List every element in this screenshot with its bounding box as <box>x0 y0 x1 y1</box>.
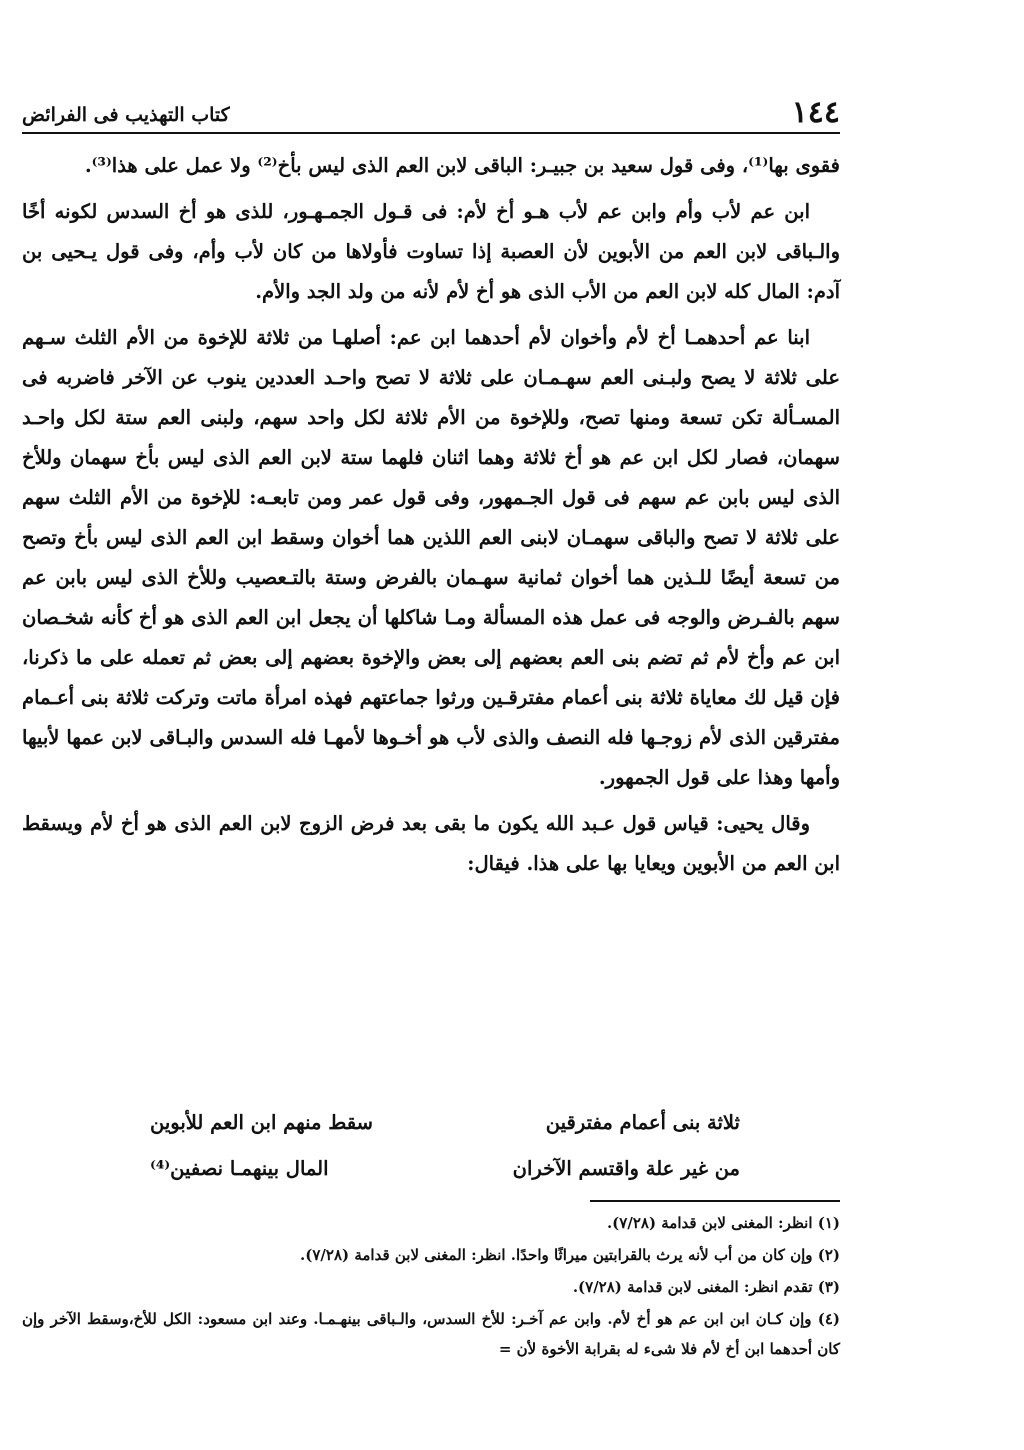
paragraph: وقال يحيى: قياس قول عـبد الله يكون ما بقى بعد فرض الزوج لابن العم الذى هو أخ لأم ويسقط ابن العم من الأبوين ويعايا بها على هذا. فيقال: <box>22 812 840 875</box>
poem-line <box>150 1100 740 1146</box>
footnote: (٢) وإن كان من أب لأنه يرث بالقرابتين ميراثًا واحدًا. انظر: المغنى لابن قدامة (٧/٢٨). <box>300 1246 840 1264</box>
verse-second-half: المال بينهمـا نصفين⁽⁴⁾ <box>150 1157 329 1180</box>
verse-second-half: سقط منهم ابن العم للأبوين <box>150 1111 373 1134</box>
page-header <box>22 92 840 134</box>
verse-first-half: من غير علة واقتسم الآخران <box>512 1157 740 1180</box>
poem-line <box>150 1146 740 1192</box>
page-number: ١٤٤ <box>791 95 840 130</box>
verse-first-half: ثلاثة بنى أعمام مفترقين <box>545 1111 740 1134</box>
paragraph: ابنا عم أحدهمـا أخ لأم وأخوان لأم أحدهما ابن عم: أصلهـا من ثلاثة للإخوة من الأم الثلث سـهم على ثلاثة لا يصح ولبـنى العم سهـمـان على ثلاثة لا تصح واحـد العددين ينوب عن الآخر فاضربه فى المسـألة تكن تسعة ومنها تصح، وللإخوة من الأم ثلاثة لكل واحد سهم، ولبنى العم ستة لكل واحـد سهمان، فصار لكل ابن عم هو أخ ثلاثة وهما اثنان فلهما ستة لابن العم الذى ليس بأخ سهمان وللأخ الذى ليس بابن عم سهم فى قول الجـمهور، وفى قول عمر ومن تابعـه: للإخوة من الأم الثلث سهم على ثلاثة لا تصح والباقى سهمـان لابنى العم اللذين هما أخوان وسقط ابن العم الذى ليس بأخ وتصح من تسعة أيضًا للـذين هما أخوان ثمانية سهـمان بالفرض وستة بالتـعصيب وللأخ الذى ليس بابن عم سهم بالفـرض والوجه فى عمل هذه المسألة ومـا شاكلها أن يجعل ابن العم الذى هو أخ كأنه شخـصان ابن عم وأخ لأم ثم تضم بنى العم بعضهم إلى بعض والإخوة بعضهم إلى بعض ثم تعمله على ما ذكرنا، فإن قيل لك معاياة ثلاثة بنى أعمام مفترقـين ورثوا جماعتهم فهذه امرأة ماتت وتركت ثلاثة بنى أعـمام مفترقين الذى لأم زوجـها فله النصف والذى لأب هو أخـوها لأمهـا فله السدس والبـاقى لابن عمها لأبيها وأمها وهذا على قول الجمهور. <box>22 326 840 789</box>
footnote: (٤) وإن كـان ابن ابن عم هو أخ لأم. وابن عم آخـر: للأخ السدس، والـباقى بينهـمـا. وعند ابن مسعود: الكل للأخ،وسقط الآخر وإن كان أحدهما ابن أخ لأم فلا شىء له بقرابة الأخوة لأن = <box>22 1310 840 1358</box>
footnotes <box>22 1208 840 1366</box>
main-text <box>22 146 840 890</box>
poem-verses <box>150 1100 740 1192</box>
book-title: كتاب التهذيب فى الفرائض <box>22 104 230 126</box>
paragraph: ابن عم لأب وأم وابن عم لأب هـو أخ لأم: فى قـول الجمـهـور، للذى هو أخ السدس لكونه أخًا والـباقى لابن العم من الأبوين لأن العصبة إذا تساوت فأولاها من كان لأب وأم، وفى قول يـحيى بن آدم: المال كله لابن العم من الأب الذى هو أخ لأم لأنه من ولد الجد والأم. <box>22 200 840 303</box>
footnote-separator <box>590 1200 840 1202</box>
footnote: (٣) تقدم انظر: المغنى لابن قدامة (٧/٢٨). <box>572 1278 840 1296</box>
footnote: (١) انظر: المغنى لابن قدامة (٧/٢٨). <box>606 1214 840 1232</box>
paragraph: فقوى بها⁽¹⁾، وفى قول سعيد بن جبيـر: الباقى لابن العم الذى ليس بأخ⁽²⁾ ولا عمل على هذا⁽³⁾. <box>84 154 840 177</box>
